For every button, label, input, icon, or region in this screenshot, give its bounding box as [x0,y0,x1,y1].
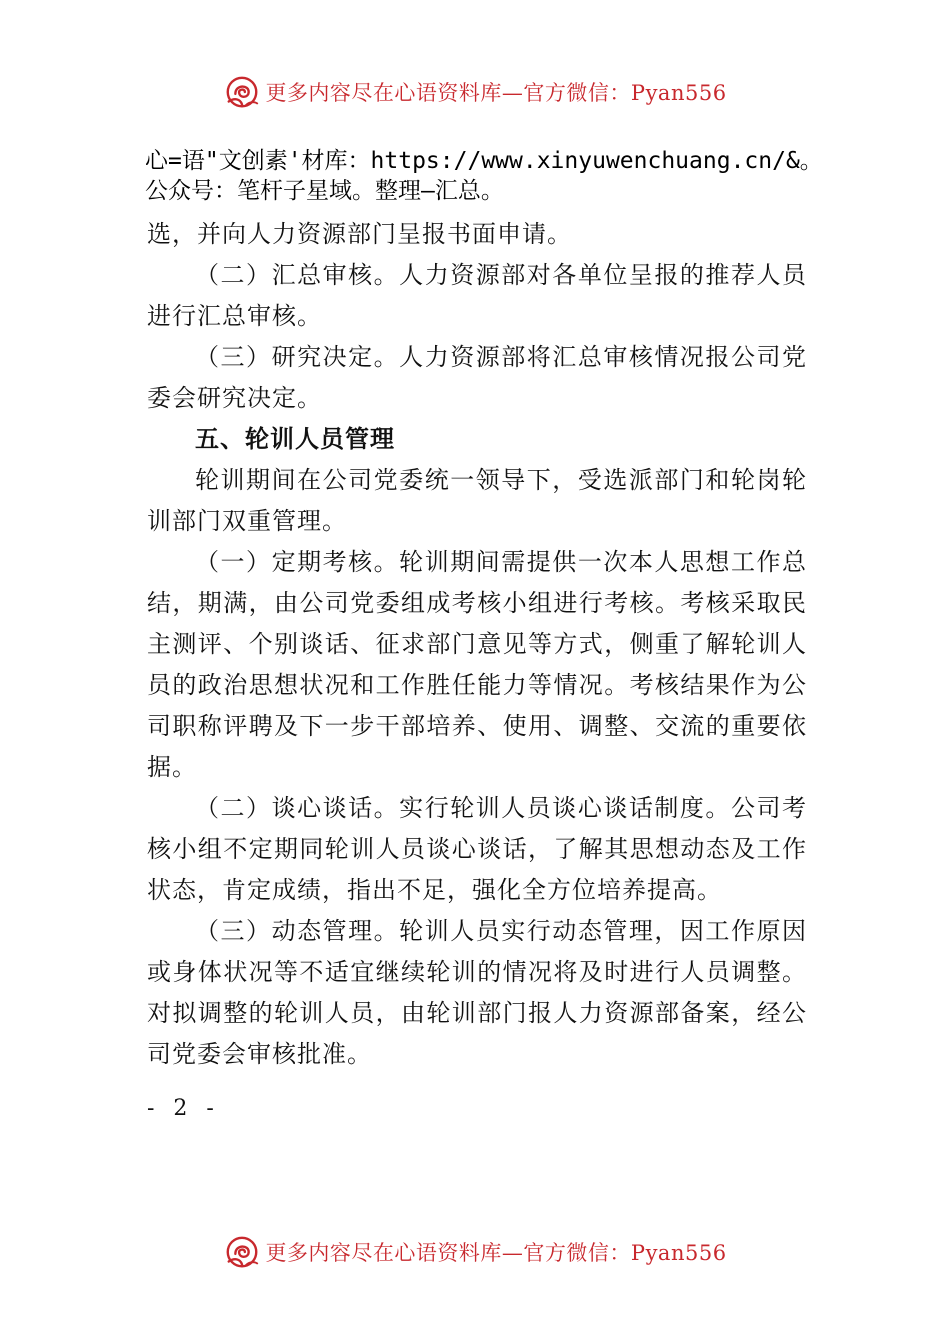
banner-text: 更多内容尽在心语资料库—官方微信：Pyan556 [265,81,727,105]
red-rose-logo-icon [223,73,261,111]
banner-text: 更多内容尽在心语资料库—官方微信：Pyan556 [265,1241,727,1265]
paragraph-dual-management: 轮训期间在公司党委统一领导下，受选派部门和轮岗轮训部门双重管理。 [147,466,807,535]
header-banner [0,70,950,114]
paragraph-continuation: 选，并向人力资源部门呈报书面申请。 [147,220,572,248]
source-note: 心=语"文创素'材库：https://www.xinyuwenchuang.cn/&。公众号：笔杆子星域。整理—汇总。 [145,148,823,204]
paragraph-heart-talks: （二）谈心谈话。实行轮训人员谈心谈话制度。公司考核小组不定期同轮训人员谈心谈话，了解其思想动态及工作状态，肯定成绩，指出不足，强化全方位培养提高。 [147,794,807,904]
paragraph-research-decision: （三）研究决定。人力资源部将汇总审核情况报公司党委会研究决定。 [147,343,807,412]
page-number: - 2 - [147,1096,220,1121]
paragraph-summary-review: （二）汇总审核。人力资源部对各单位呈报的推荐人员进行汇总审核。 [147,261,807,330]
red-rose-logo-icon [223,1233,261,1271]
paragraph-dynamic-management: （三）动态管理。轮训人员实行动态管理，因工作原因或身体状况等不适宜继续轮训的情况将及时进行人员调整。对拟调整的轮训人员，由轮训部门报人力资源部备案，经公司党委会审核批准。 [147,917,807,1068]
footer-banner [0,1230,950,1274]
section-heading: 五、轮训人员管理 [195,425,395,453]
paragraph-periodic-assessment: （一）定期考核。轮训期间需提供一次本人思想工作总结，期满，由公司党委组成考核小组进行考核。考核采取民主测评、个别谈话、征求部门意见等方式，侧重了解轮训人员的政治思想状况和工作胜任能力等情况。考核结果作为公司职称评聘及下一步干部培养、使用、调整、交流的重要依据。 [147,548,807,781]
document-body [147,214,807,1075]
